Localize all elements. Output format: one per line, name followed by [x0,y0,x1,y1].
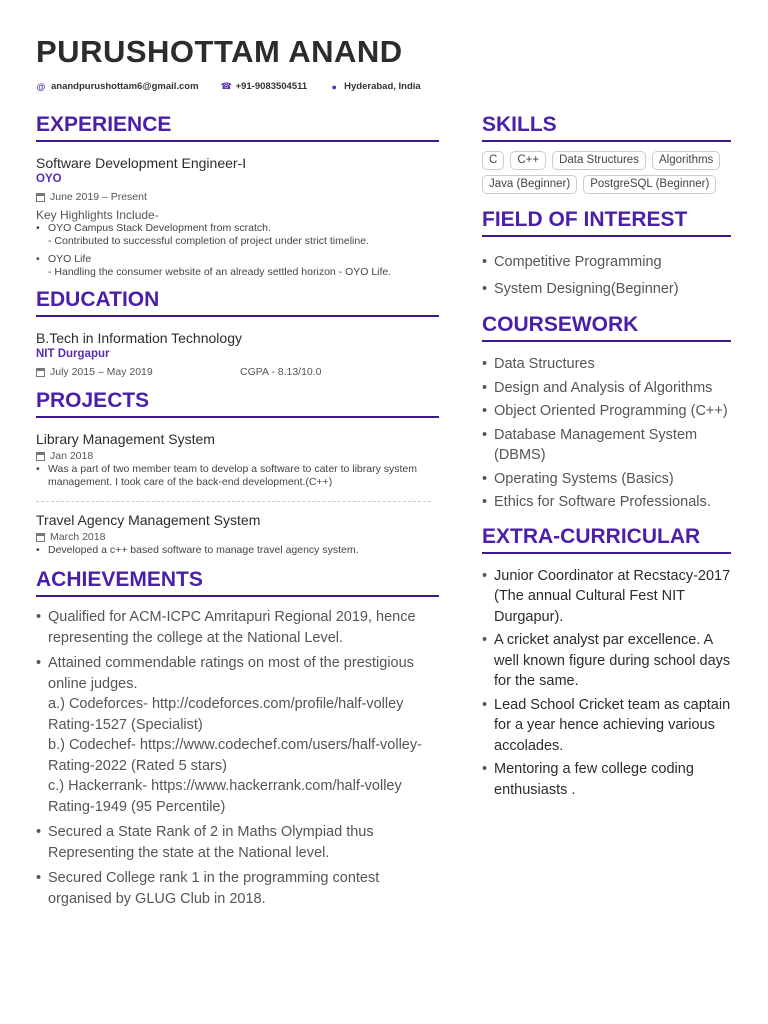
education-heading: EDUCATION [36,287,439,317]
location-text: Hyderabad, India [344,81,421,92]
extra-item: • Lead School Cricket team as captain for a year hence achieving various accolades. [482,695,731,757]
calendar-icon [36,368,45,377]
achievement-text: Attained commendable ratings on most of the prestigious online judges. [48,655,414,692]
skill-tag: Data Structures [552,151,646,170]
projects-heading: PROJECTS [36,388,439,418]
calendar-icon [36,533,45,542]
highlight-sub: - Contributed to successful completion of project under strict timeline. [48,235,369,247]
skill-tag: C++ [510,151,546,170]
experience-section [36,112,439,279]
left-column [36,112,439,909]
extra-item: • Junior Coordinator at Recstacy-2017 (The annual Cultural Fest NIT Durgapur). [482,566,731,628]
contact-bar [36,81,421,92]
at-icon: @ [36,81,46,92]
skill-tag: Algorithms [652,151,720,170]
interest-item: • Competitive Programming [482,252,731,273]
job-company: OYO [36,173,62,185]
cgpa: CGPA - 8.13/10.0 [240,366,322,378]
coursework-list [482,354,731,513]
interest-list [482,252,731,299]
judge-line: a.) Codeforces- http://codeforces.com/profile/half-volley Rating-1527 (Specialist) [48,696,404,733]
degree: B.Tech in Information Technology [36,330,242,346]
calendar-icon [36,193,45,202]
school: NIT Durgapur [36,348,110,360]
judge-line: b.) Codechef- https://www.codechef.com/users/half-volley- Rating-2022 (Rated 5 stars) [48,737,422,774]
achievement-item [36,653,439,817]
course-item: • Database Management System (DBMS) [482,425,731,466]
project-date: March 2018 [50,531,106,543]
projects-section [36,388,439,557]
extra-item: • Mentoring a few college coding enthusiasts . [482,759,731,800]
job-role: Software Development Engineer-I [36,155,247,171]
interest-section [482,207,731,299]
course-item: • Operating Systems (Basics) [482,469,731,490]
project-date: Jan 2018 [50,450,94,462]
course-item: • Ethics for Software Professionals. [482,492,731,513]
interest-item: • System Designing(Beginner) [482,279,731,300]
achievement-item: • Qualified for ACM-ICPC Amritapuri Regional 2019, hence representing the college at the National Level. [36,607,439,648]
phone-icon: ☎ [220,81,232,91]
coursework-section [482,312,731,513]
course-item: • Object Oriented Programming (C++) [482,401,731,422]
experience-heading: EXPERIENCE [36,112,439,142]
highlight-item: • OYO Life [36,253,439,266]
job-date: June 2019 – Present [50,191,147,203]
education-date: July 2015 – May 2019 [50,366,153,378]
skills-section [482,112,731,194]
phone-text: +91-9083504511 [235,81,308,92]
skill-tag: Java (Beginner) [482,175,577,194]
contact-location [329,81,421,92]
right-column [482,112,731,800]
achievement-item: • Secured College rank 1 in the programming contest organised by GLUG Club in 2018. [36,868,439,909]
email-text: anandpurushottam6@gmail.com [51,81,199,92]
skills-tags [482,151,731,194]
extra-section [482,524,731,801]
extra-list [482,566,731,801]
location-pin-icon: ● [331,81,337,92]
skills-heading: SKILLS [482,112,731,142]
project-divider [36,501,431,502]
course-item: • Design and Analysis of Algorithms [482,378,731,399]
highlight-sub: - Handling the consumer website of an already settled horizon - OYO Life. [48,266,392,278]
project-date-row [36,530,439,544]
coursework-heading: COURSEWORK [482,312,731,342]
project-name: Library Management System [36,431,215,447]
candidate-name: PURUSHOTTAM ANAND [36,34,403,69]
achievements-list [36,607,439,909]
skill-tag: PostgreSQL (Beginner) [583,175,716,194]
contact-email[interactable] [36,81,199,92]
extra-item: • A cricket analyst par excellence. A well known figure during school days for the same. [482,630,731,692]
education-date-row [36,365,439,379]
course-item: • Data Structures [482,354,731,375]
highlights-label: Key Highlights Include- [36,208,159,222]
skill-tag: C [482,151,504,170]
achievement-item: • Secured a State Rank of 2 in Maths Olympiad thus Representing the state at the National level. [36,822,439,863]
achievements-heading: ACHIEVEMENTS [36,567,439,597]
job-date-row [36,190,439,204]
contact-phone[interactable] [221,81,308,92]
achievements-section [36,567,439,909]
project-desc: • Developed a c++ based software to manage travel agency system. [36,544,439,557]
calendar-icon [36,452,45,461]
highlight-item: • OYO Campus Stack Development from scratch. [36,222,439,235]
extra-heading: EXTRA-CURRICULAR [482,524,731,554]
project-date-row [36,449,439,463]
project-desc: • Was a part of two member team to develop a software to cater to library system management. I took care of the back-end development.(C++) [36,463,439,489]
interest-heading: FIELD OF INTEREST [482,207,731,237]
education-section [36,287,439,379]
judge-line: c.) Hackerrank- https://www.hackerrank.com/half-volley Rating-1949 (95 Percentile) [48,778,402,815]
project-name: Travel Agency Management System [36,512,261,528]
